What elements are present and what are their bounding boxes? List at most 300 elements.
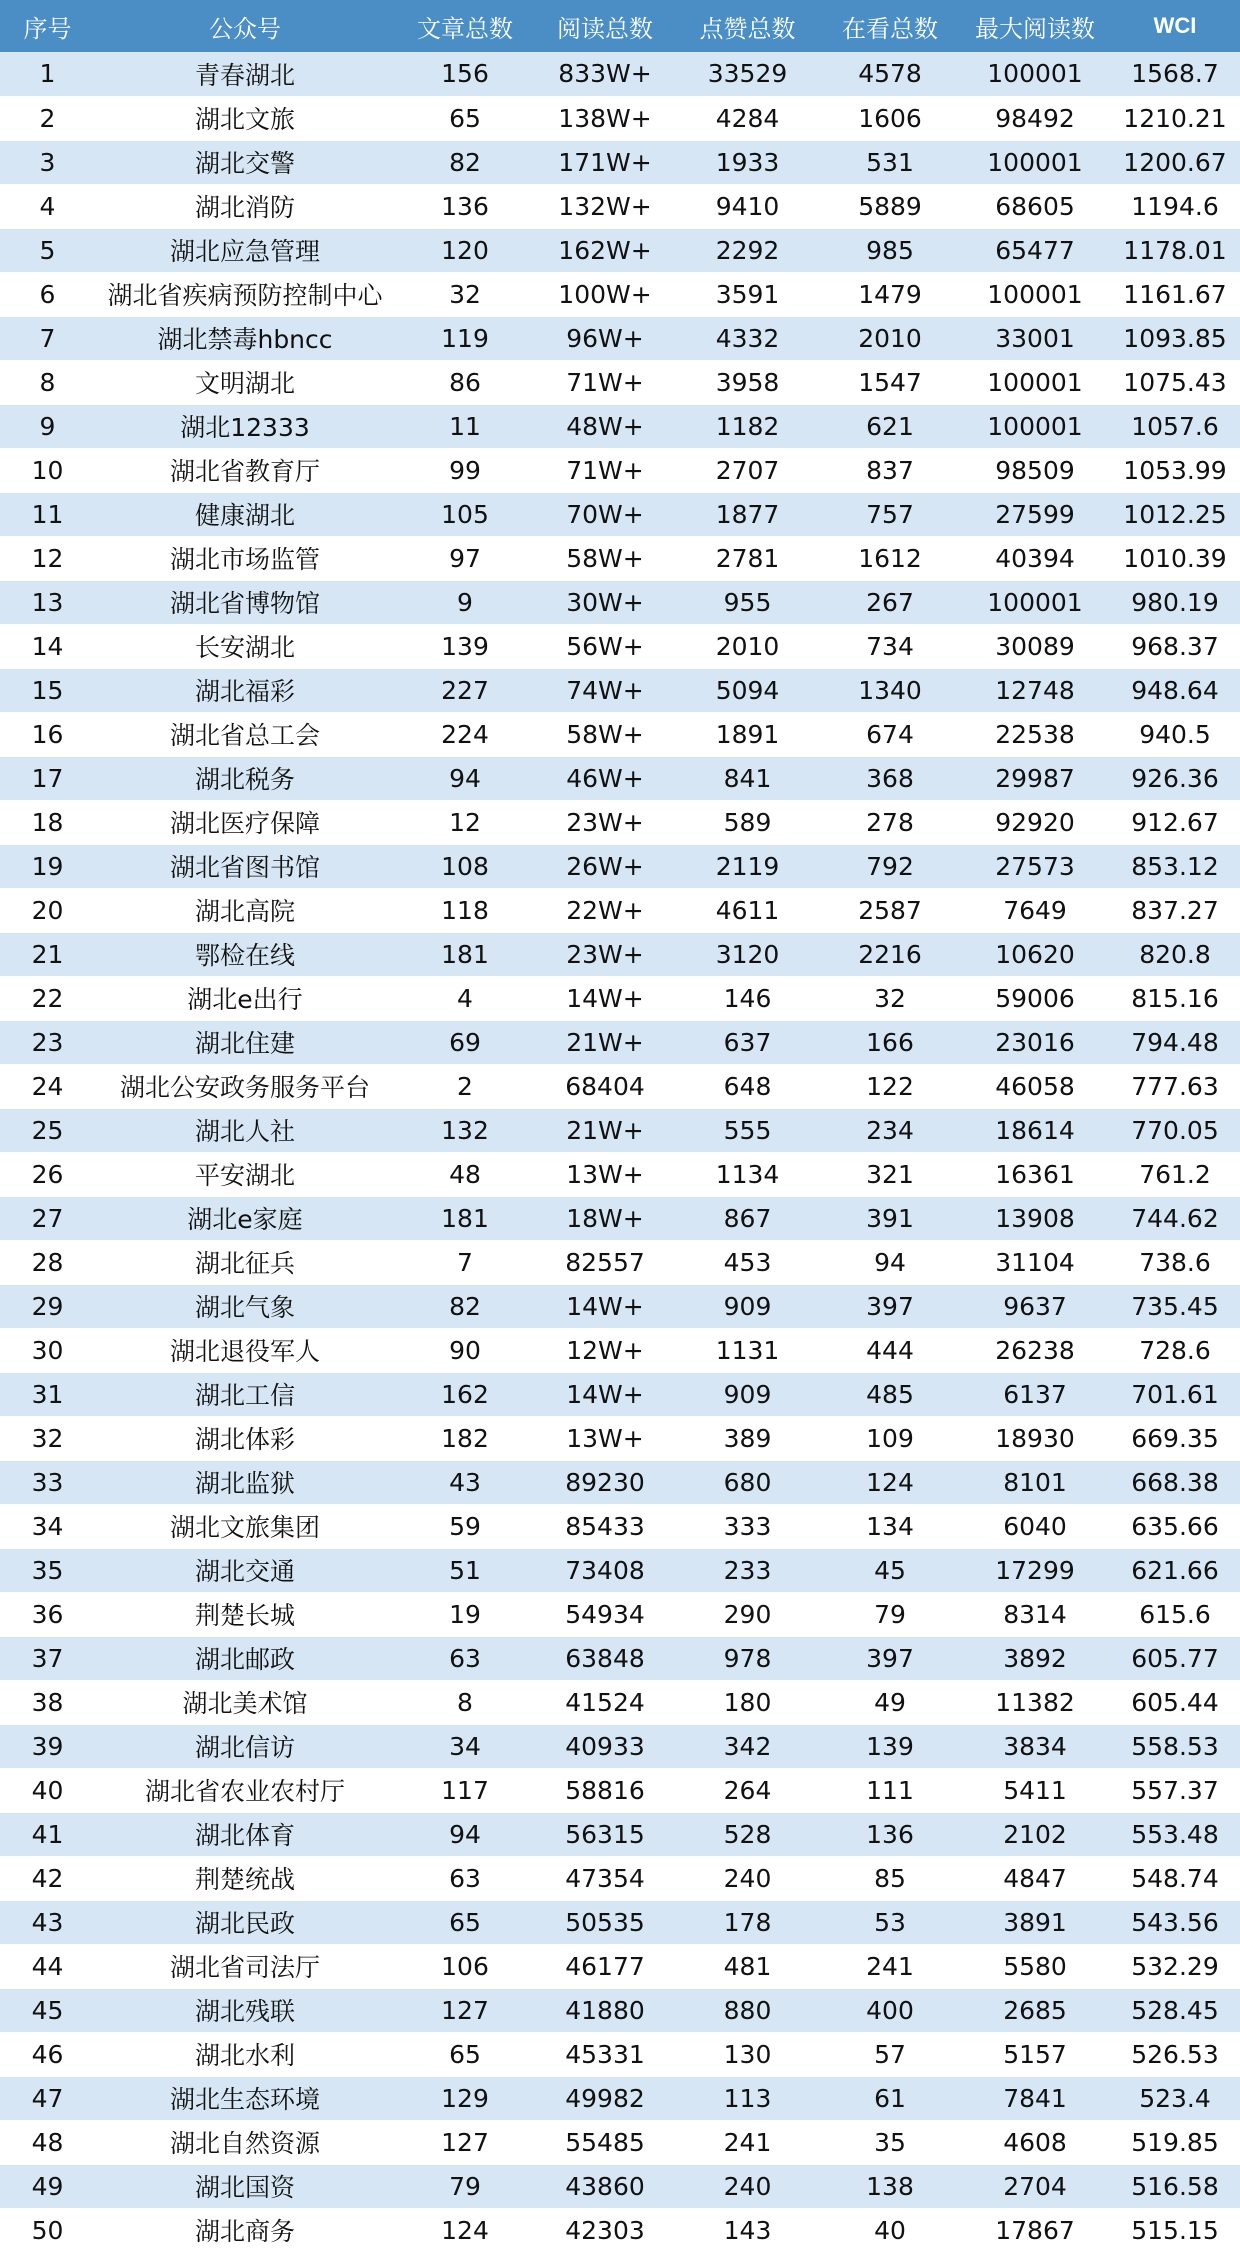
cell-account-name: 湖北省疾病预防控制中心 [95,272,395,316]
cell-rank: 44 [0,1944,95,1988]
table-row [0,976,1240,1020]
cell-rank: 40 [0,1768,95,1812]
table-row [0,2164,1240,2208]
cell-total-watching: 397 [820,1284,960,1328]
cell-max-reads: 3891 [960,1900,1110,1944]
cell-account-name: 湖北民政 [95,1900,395,1944]
cell-max-reads: 6137 [960,1372,1110,1416]
cell-account-name: 湖北退役军人 [95,1328,395,1372]
cell-max-reads: 3834 [960,1724,1110,1768]
cell-max-reads: 68605 [960,184,1110,228]
cell-total-watching: 485 [820,1372,960,1416]
cell-article-count: 8 [395,1680,535,1724]
cell-account-name: 湖北12333 [95,404,395,448]
cell-max-reads: 8101 [960,1460,1110,1504]
cell-wci: 615.6 [1110,1592,1240,1636]
cell-account-name: 湖北公安政务服务平台 [95,1064,395,1108]
cell-rank: 18 [0,800,95,844]
cell-account-name: 湖北体彩 [95,1416,395,1460]
cell-total-reads: 56315 [535,1812,675,1856]
cell-rank: 21 [0,932,95,976]
cell-total-reads: 162W+ [535,228,675,272]
cell-total-watching: 45 [820,1548,960,1592]
cell-wci: 1012.25 [1110,492,1240,536]
cell-total-likes: 1182 [675,404,820,448]
cell-rank: 38 [0,1680,95,1724]
cell-wci: 1210.21 [1110,96,1240,140]
table-row [0,580,1240,624]
cell-rank: 33 [0,1460,95,1504]
cell-max-reads: 100001 [960,272,1110,316]
cell-article-count: 127 [395,1988,535,2032]
cell-max-reads: 6040 [960,1504,1110,1548]
cell-wci: 940.5 [1110,712,1240,756]
cell-total-reads: 18W+ [535,1196,675,1240]
cell-total-watching: 61 [820,2076,960,2120]
cell-account-name: 湖北文旅 [95,96,395,140]
cell-max-reads: 100001 [960,52,1110,96]
cell-total-watching: 321 [820,1152,960,1196]
table-row [0,1812,1240,1856]
cell-total-reads: 13W+ [535,1416,675,1460]
cell-rank: 25 [0,1108,95,1152]
cell-max-reads: 3892 [960,1636,1110,1680]
cell-total-likes: 146 [675,976,820,1020]
cell-total-reads: 54934 [535,1592,675,1636]
cell-total-reads: 12W+ [535,1328,675,1372]
table-row [0,1592,1240,1636]
table-row [0,668,1240,712]
cell-article-count: 82 [395,1284,535,1328]
cell-rank: 50 [0,2208,95,2252]
cell-rank: 30 [0,1328,95,1372]
cell-wci: 523.4 [1110,2076,1240,2120]
cell-total-watching: 391 [820,1196,960,1240]
cell-max-reads: 5580 [960,1944,1110,1988]
cell-account-name: 鄂检在线 [95,932,395,976]
cell-max-reads: 23016 [960,1020,1110,1064]
cell-wci: 605.77 [1110,1636,1240,1680]
table-row [0,1020,1240,1064]
cell-total-likes: 389 [675,1416,820,1460]
table-header-row [0,0,1240,52]
cell-total-watching: 166 [820,1020,960,1064]
table-row [0,1680,1240,1724]
cell-max-reads: 4847 [960,1856,1110,1900]
cell-total-likes: 240 [675,1856,820,1900]
cell-rank: 7 [0,316,95,360]
cell-rank: 10 [0,448,95,492]
cell-article-count: 65 [395,2032,535,2076]
cell-max-reads: 16361 [960,1152,1110,1196]
cell-rank: 28 [0,1240,95,1284]
cell-total-watching: 278 [820,800,960,844]
cell-article-count: 11 [395,404,535,448]
cell-total-watching: 5889 [820,184,960,228]
cell-total-likes: 342 [675,1724,820,1768]
table-row [0,1724,1240,1768]
cell-rank: 49 [0,2164,95,2208]
cell-total-likes: 680 [675,1460,820,1504]
cell-total-reads: 58W+ [535,536,675,580]
cell-account-name: 平安湖北 [95,1152,395,1196]
cell-total-likes: 867 [675,1196,820,1240]
cell-total-watching: 139 [820,1724,960,1768]
table-row [0,800,1240,844]
cell-total-reads: 21W+ [535,1020,675,1064]
cell-wci: 526.53 [1110,2032,1240,2076]
cell-total-reads: 171W+ [535,140,675,184]
cell-total-reads: 23W+ [535,932,675,976]
cell-wci: 794.48 [1110,1020,1240,1064]
cell-max-reads: 100001 [960,360,1110,404]
cell-max-reads: 100001 [960,580,1110,624]
cell-account-name: 湖北交通 [95,1548,395,1592]
table-row [0,1856,1240,1900]
cell-wci: 853.12 [1110,844,1240,888]
cell-account-name: 湖北禁毒hbncc [95,316,395,360]
cell-total-watching: 531 [820,140,960,184]
cell-account-name: 湖北福彩 [95,668,395,712]
cell-wci: 820.8 [1110,932,1240,976]
cell-rank: 12 [0,536,95,580]
cell-rank: 29 [0,1284,95,1328]
cell-max-reads: 59006 [960,976,1110,1020]
table-row [0,1328,1240,1372]
cell-total-likes: 4611 [675,888,820,932]
cell-wci: 980.19 [1110,580,1240,624]
cell-total-likes: 1877 [675,492,820,536]
cell-account-name: 荆楚统战 [95,1856,395,1900]
table-row [0,1900,1240,1944]
cell-wci: 912.67 [1110,800,1240,844]
cell-article-count: 124 [395,2208,535,2252]
cell-article-count: 43 [395,1460,535,1504]
cell-total-watching: 674 [820,712,960,756]
table-row [0,888,1240,932]
cell-wci: 543.56 [1110,1900,1240,1944]
cell-wci: 777.63 [1110,1064,1240,1108]
cell-article-count: 32 [395,272,535,316]
header-total-watching: 在看总数 [842,14,938,43]
cell-total-likes: 2781 [675,536,820,580]
cell-total-watching: 53 [820,1900,960,1944]
table-row [0,404,1240,448]
cell-wci: 1568.7 [1110,52,1240,96]
cell-total-watching: 734 [820,624,960,668]
cell-account-name: 湖北省博物馆 [95,580,395,624]
table-row [0,1416,1240,1460]
cell-max-reads: 27599 [960,492,1110,536]
cell-account-name: 湖北征兵 [95,1240,395,1284]
cell-rank: 32 [0,1416,95,1460]
cell-total-watching: 134 [820,1504,960,1548]
cell-max-reads: 46058 [960,1064,1110,1108]
cell-rank: 8 [0,360,95,404]
cell-total-likes: 555 [675,1108,820,1152]
cell-rank: 11 [0,492,95,536]
cell-total-watching: 368 [820,756,960,800]
cell-total-reads: 833W+ [535,52,675,96]
table-row [0,1988,1240,2032]
cell-total-watching: 621 [820,404,960,448]
cell-rank: 34 [0,1504,95,1548]
cell-article-count: 4 [395,976,535,1020]
cell-article-count: 129 [395,2076,535,2120]
cell-article-count: 118 [395,888,535,932]
cell-wci: 516.58 [1110,2164,1240,2208]
cell-max-reads: 30089 [960,624,1110,668]
cell-total-likes: 290 [675,1592,820,1636]
cell-total-reads: 73408 [535,1548,675,1592]
cell-article-count: 59 [395,1504,535,1548]
cell-wci: 668.38 [1110,1460,1240,1504]
cell-total-reads: 138W+ [535,96,675,140]
cell-wci: 1010.39 [1110,536,1240,580]
cell-account-name: 湖北监狱 [95,1460,395,1504]
cell-total-watching: 792 [820,844,960,888]
cell-article-count: 156 [395,52,535,96]
cell-total-watching: 1612 [820,536,960,580]
cell-total-reads: 23W+ [535,800,675,844]
cell-account-name: 湖北交警 [95,140,395,184]
cell-account-name: 文明湖北 [95,360,395,404]
table-row [0,1108,1240,1152]
cell-article-count: 90 [395,1328,535,1372]
cell-max-reads: 17299 [960,1548,1110,1592]
cell-total-reads: 42303 [535,2208,675,2252]
cell-wci: 738.6 [1110,1240,1240,1284]
cell-total-likes: 909 [675,1284,820,1328]
table-row [0,2076,1240,2120]
cell-max-reads: 18930 [960,1416,1110,1460]
cell-wci: 532.29 [1110,1944,1240,1988]
cell-wci: 515.15 [1110,2208,1240,2252]
cell-max-reads: 2704 [960,2164,1110,2208]
table-row [0,1548,1240,1592]
cell-article-count: 94 [395,1812,535,1856]
cell-total-likes: 2292 [675,228,820,272]
cell-total-likes: 240 [675,2164,820,2208]
cell-total-watching: 837 [820,448,960,492]
table-row [0,228,1240,272]
cell-total-likes: 909 [675,1372,820,1416]
table-row [0,536,1240,580]
cell-total-watching: 2216 [820,932,960,976]
cell-total-reads: 14W+ [535,1372,675,1416]
cell-rank: 23 [0,1020,95,1064]
cell-total-reads: 100W+ [535,272,675,316]
cell-article-count: 51 [395,1548,535,1592]
cell-account-name: 湖北人社 [95,1108,395,1152]
cell-wci: 553.48 [1110,1812,1240,1856]
header-total-reads: 阅读总数 [557,14,653,43]
cell-article-count: 106 [395,1944,535,1988]
cell-wci: 635.66 [1110,1504,1240,1548]
cell-account-name: 湖北工信 [95,1372,395,1416]
cell-total-reads: 26W+ [535,844,675,888]
cell-wci: 528.45 [1110,1988,1240,2032]
cell-rank: 5 [0,228,95,272]
cell-account-name: 湖北医疗保障 [95,800,395,844]
cell-total-reads: 22W+ [535,888,675,932]
cell-rank: 41 [0,1812,95,1856]
cell-total-watching: 79 [820,1592,960,1636]
cell-total-watching: 124 [820,1460,960,1504]
cell-total-likes: 2119 [675,844,820,888]
cell-total-watching: 444 [820,1328,960,1372]
cell-total-likes: 241 [675,2120,820,2164]
cell-rank: 15 [0,668,95,712]
cell-max-reads: 12748 [960,668,1110,712]
cell-total-watching: 49 [820,1680,960,1724]
cell-wci: 1093.85 [1110,316,1240,360]
cell-wci: 701.61 [1110,1372,1240,1416]
table-row [0,1460,1240,1504]
cell-total-watching: 32 [820,976,960,1020]
cell-rank: 2 [0,96,95,140]
cell-max-reads: 98492 [960,96,1110,140]
cell-total-reads: 56W+ [535,624,675,668]
cell-total-likes: 33529 [675,52,820,96]
cell-account-name: 荆楚长城 [95,1592,395,1636]
cell-rank: 26 [0,1152,95,1196]
cell-account-name: 湖北气象 [95,1284,395,1328]
cell-wci: 557.37 [1110,1768,1240,1812]
cell-total-watching: 985 [820,228,960,272]
cell-total-watching: 2587 [820,888,960,932]
cell-total-watching: 1547 [820,360,960,404]
cell-account-name: 湖北省总工会 [95,712,395,756]
cell-article-count: 19 [395,1592,535,1636]
cell-total-reads: 58816 [535,1768,675,1812]
cell-max-reads: 2102 [960,1812,1110,1856]
cell-account-name: 健康湖北 [95,492,395,536]
cell-total-reads: 48W+ [535,404,675,448]
cell-rank: 43 [0,1900,95,1944]
cell-wci: 621.66 [1110,1548,1240,1592]
cell-max-reads: 11382 [960,1680,1110,1724]
cell-total-reads: 71W+ [535,360,675,404]
cell-account-name: 湖北应急管理 [95,228,395,272]
cell-article-count: 2 [395,1064,535,1108]
cell-article-count: 34 [395,1724,535,1768]
cell-total-watching: 85 [820,1856,960,1900]
cell-total-watching: 94 [820,1240,960,1284]
cell-account-name: 湖北邮政 [95,1636,395,1680]
cell-total-likes: 528 [675,1812,820,1856]
cell-total-likes: 589 [675,800,820,844]
cell-rank: 1 [0,52,95,96]
cell-total-reads: 74W+ [535,668,675,712]
cell-article-count: 48 [395,1152,535,1196]
table-body [0,52,1240,2252]
cell-max-reads: 5157 [960,2032,1110,2076]
header-article-count: 文章总数 [417,14,513,43]
cell-account-name: 湖北生态环境 [95,2076,395,2120]
cell-total-reads: 70W+ [535,492,675,536]
cell-account-name: 湖北高院 [95,888,395,932]
cell-total-likes: 648 [675,1064,820,1108]
cell-total-likes: 1134 [675,1152,820,1196]
cell-total-reads: 82557 [535,1240,675,1284]
cell-total-watching: 1340 [820,668,960,712]
table-row [0,1064,1240,1108]
cell-article-count: 227 [395,668,535,712]
cell-rank: 4 [0,184,95,228]
table-row [0,492,1240,536]
cell-wci: 761.2 [1110,1152,1240,1196]
cell-article-count: 132 [395,1108,535,1152]
table-row [0,272,1240,316]
cell-total-reads: 46177 [535,1944,675,1988]
cell-article-count: 63 [395,1856,535,1900]
table-row [0,756,1240,800]
cell-total-watching: 241 [820,1944,960,1988]
cell-article-count: 86 [395,360,535,404]
cell-rank: 22 [0,976,95,1020]
cell-total-watching: 136 [820,1812,960,1856]
cell-account-name: 湖北商务 [95,2208,395,2252]
cell-total-likes: 143 [675,2208,820,2252]
cell-total-reads: 41524 [535,1680,675,1724]
cell-article-count: 181 [395,932,535,976]
cell-wci: 1075.43 [1110,360,1240,404]
cell-article-count: 182 [395,1416,535,1460]
cell-total-likes: 955 [675,580,820,624]
cell-max-reads: 27573 [960,844,1110,888]
cell-total-watching: 35 [820,2120,960,2164]
cell-rank: 3 [0,140,95,184]
table-row [0,140,1240,184]
cell-total-watching: 4578 [820,52,960,96]
cell-total-reads: 85433 [535,1504,675,1548]
cell-rank: 46 [0,2032,95,2076]
cell-total-watching: 267 [820,580,960,624]
cell-article-count: 117 [395,1768,535,1812]
cell-wci: 770.05 [1110,1108,1240,1152]
cell-wci: 548.74 [1110,1856,1240,1900]
cell-rank: 27 [0,1196,95,1240]
cell-rank: 24 [0,1064,95,1108]
cell-total-likes: 3591 [675,272,820,316]
table-row [0,52,1240,96]
cell-account-name: 湖北信访 [95,1724,395,1768]
cell-max-reads: 33001 [960,316,1110,360]
cell-article-count: 82 [395,140,535,184]
cell-max-reads: 10620 [960,932,1110,976]
cell-wci: 1057.6 [1110,404,1240,448]
cell-total-reads: 21W+ [535,1108,675,1152]
cell-total-likes: 978 [675,1636,820,1680]
cell-article-count: 94 [395,756,535,800]
cell-total-likes: 333 [675,1504,820,1548]
cell-wci: 735.45 [1110,1284,1240,1328]
cell-wci: 1053.99 [1110,448,1240,492]
cell-total-likes: 481 [675,1944,820,1988]
cell-max-reads: 40394 [960,536,1110,580]
cell-rank: 31 [0,1372,95,1416]
cell-article-count: 99 [395,448,535,492]
cell-total-reads: 47354 [535,1856,675,1900]
cell-max-reads: 31104 [960,1240,1110,1284]
cell-total-reads: 71W+ [535,448,675,492]
table-row [0,1196,1240,1240]
cell-wci: 926.36 [1110,756,1240,800]
cell-wci: 605.44 [1110,1680,1240,1724]
cell-total-reads: 132W+ [535,184,675,228]
table-row [0,316,1240,360]
